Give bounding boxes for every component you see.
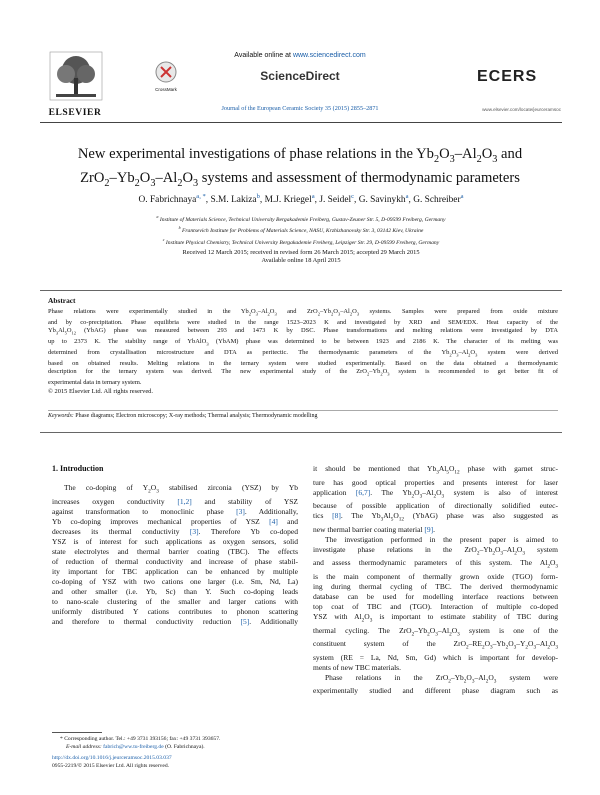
section-heading: 1. Introduction bbox=[52, 464, 104, 473]
journal-url[interactable]: www.elsevier.com/locate/jeurceramsoc bbox=[482, 107, 561, 112]
body-line: ture has good optical properties and presents interest for laser bbox=[313, 477, 558, 487]
paper-title bbox=[30, 145, 570, 193]
author[interactable]: S.M. Lakiza$^b$ bbox=[210, 193, 260, 206]
crossmark-icon bbox=[150, 60, 182, 84]
title-line-2: $ZrO_2-Yb_2O_3-Al_2O_3$ systems and assessment of thermodynamic parameters bbox=[80, 169, 520, 189]
abstract bbox=[48, 296, 558, 396]
body-line: investigate phase relations in the $ZrO_2-Yb_2O_3-Al_2O_3$ system bbox=[313, 544, 558, 557]
footnote-rule bbox=[52, 732, 102, 733]
abstract-line: $Yb_3Al_5O_{12}$ (YbAG) phase was measured between 293 and 1473 K by DSC. Phase transformations and melting relations were investigated by DTA bbox=[48, 327, 558, 336]
body-line: thermal cycling. The $ZrO_2-Yb_2O_3-Al_2O_3$ system is one of the bbox=[313, 625, 558, 638]
body-line: top coat of TBC and (TGO). Interaction of multiple co-doped bbox=[313, 602, 558, 612]
corresponding-author: * Corresponding author. Tel.: +49 3731 393156; fax: +49 3731 393657. bbox=[60, 736, 221, 742]
ecers-logo: ECERS bbox=[477, 68, 538, 85]
affiliation: $^a$ Institute of Materials Science, Technical University Bergakademie Freiberg, Gustav-Zeuner Str. 5, D-09599 Freiberg, Germany bbox=[156, 215, 446, 223]
body-line: state electrolytes and thermal barrier coating (TBC). The effects bbox=[52, 546, 298, 556]
author-email-link[interactable]: fabrich@ww.tu-freiberg.de bbox=[103, 743, 164, 750]
body-line: to nano-scale clustering of the smaller and larger cations with bbox=[52, 597, 298, 607]
right-column bbox=[313, 464, 558, 696]
body-line: against transformation to monoclinic phase [3]. Additionally, bbox=[52, 506, 298, 516]
author[interactable]: O. Fabrichnaya$^{a, *}$ bbox=[138, 193, 206, 206]
intro-paragraph-left bbox=[52, 483, 298, 627]
affiliation: $^b$ Frantsevich Institute for Problems of Materials Science, NASU, Krzhizhanovsky Str. 3, 03142 Kiev, Ukraine bbox=[178, 226, 424, 235]
keywords-label: Keywords: bbox=[48, 413, 74, 419]
abstract-line: determined from crystallisation microstructure and DTA as peritectic. The thermodynamic parameters of the $Yb_2O_3-Al_2O_3$ system were derived bbox=[48, 349, 558, 358]
abstract-rule-top bbox=[40, 290, 562, 291]
body-line: Yb co-doping improves mechanical properties of YSZ [4] and bbox=[52, 516, 298, 526]
body-line: it should be mentioned that $Yb_3Al_5O_{12}$ phase with garnet struc- bbox=[313, 464, 558, 476]
keywords-text: Phase diagrams; Electron microscopy; X-ray methods; Thermal analysis; Thermodynamic modelling bbox=[75, 413, 318, 419]
abstract-line: based on obtained results. Melting relations in the ternary system were studied experimentally. Based on the data obtained a thermodynamic bbox=[48, 359, 558, 367]
body-line: ing during thermal cycling of TBC. The derived thermodynamic bbox=[313, 581, 558, 591]
body-line: ments of new TBC materials. bbox=[313, 662, 401, 672]
crossmark-badge[interactable]: CrossMark bbox=[150, 60, 182, 90]
body-line: new thermal barrier coating material [9]. bbox=[313, 524, 436, 534]
copyright: © 2015 Elsevier Ltd. All rights reserved. bbox=[48, 387, 154, 395]
affiliation: $^c$ Institute Physical Chemistry, Technical University Bergakademie Freiberg, Leipziger Str. 29, D-09599 Freiberg, Germany bbox=[162, 237, 440, 246]
body-line: YSZ with $Al_2O_3$ is important to estimate stability of TBC during bbox=[313, 612, 558, 624]
dates bbox=[40, 249, 562, 266]
keywords-rule-top bbox=[48, 410, 558, 411]
body-line: experimentally studied and different phase diagram such as bbox=[313, 686, 558, 696]
footnote bbox=[60, 736, 300, 751]
body-line: ity important for TBC application can be enhanced by multiple bbox=[52, 566, 298, 576]
available-online: Available online at www.sciencedirect.com bbox=[234, 52, 366, 59]
body-line: uniformly distributed Y cations contributes to phonon scattering bbox=[52, 607, 298, 617]
body-line: The co-doping of $Y_2O_3$ stabilised zirconia (YSZ) by Yb bbox=[64, 483, 298, 495]
body-line: tics [8]. The $Yb_3Al_5O_{12}$ (YbAG) phase was also suggested as bbox=[313, 511, 558, 523]
doi-link[interactable]: http://dx.doi.org/10.1016/j.jeurceramsoc.2015.03.037 bbox=[52, 755, 172, 761]
body-line: is the main component of thermally grown oxide (TGO) form- bbox=[313, 571, 558, 581]
body-line: of reduction of thermal conductivity and increase of phase stabil- bbox=[52, 556, 298, 566]
available-online-date: Available online 18 April 2015 bbox=[261, 257, 341, 265]
abstract-heading: Abstract bbox=[48, 296, 76, 305]
body-line: decreases its thermal conductivity [3]. Therefore Yb co-doped bbox=[52, 526, 299, 536]
intro-paragraph-right bbox=[313, 464, 558, 696]
affiliations bbox=[40, 213, 562, 247]
body-line: co-doping of YSZ with two cations one larger (i.e. Sm, Nd, La) bbox=[52, 576, 298, 586]
issn-copyright: 0955-2219/© 2015 Elsevier Ltd. All rights reserved. bbox=[52, 762, 170, 769]
body-line: because of possible application of directionally solidified eutec- bbox=[313, 501, 558, 511]
keywords bbox=[48, 413, 558, 419]
sciencedirect-title: ScienceDirect bbox=[260, 69, 340, 83]
body-line: The investigation performed in the present paper is aimed to bbox=[325, 534, 558, 544]
elsevier-tree-icon bbox=[40, 50, 110, 102]
body-line: and other smaller (i.e. Yb, Sc) than Y. Such co-doping leads bbox=[52, 586, 298, 596]
body-line: and therefore to thermal conductivity reduction [5]. Additionally bbox=[52, 617, 299, 627]
body-line: YSZ is of interest for such applications as oxygen sensors, solid bbox=[52, 536, 298, 546]
abstract-rule-bottom bbox=[40, 432, 562, 433]
received-dates: Received 12 March 2015; received in revised form 26 March 2015; accepted 29 March 2015 bbox=[182, 249, 420, 256]
body-line: database can be used for modelling interface reactions between bbox=[313, 592, 558, 602]
abstract-text bbox=[48, 308, 558, 396]
sciencedirect-link[interactable]: www.sciencedirect.com bbox=[292, 52, 366, 59]
email-line: E-mail address: fabrich@ww.tu-freiberg.de (O. Fabrichnaya). bbox=[66, 743, 205, 750]
elsevier-wordmark: ELSEVIER bbox=[48, 108, 102, 118]
abstract-line: experimental data in ternary system. bbox=[48, 379, 142, 387]
abstract-line: Phase relations were experimentally studied in the $Yb_2O_3-Al_2O_3$ and $ZrO_2-Yb_2O_3-Al_2O_3$ systems. Samples were prepared from oxide mixture bbox=[48, 308, 558, 317]
elsevier-logo bbox=[40, 50, 110, 118]
author[interactable]: M.J. Kriegel$^a$ bbox=[264, 193, 315, 206]
left-column bbox=[52, 464, 298, 627]
journal-reference: Journal of the European Ceramic Society 35 (2015) 2855–2871 bbox=[221, 105, 379, 112]
header-rule bbox=[40, 122, 562, 123]
body-line: and assess thermodynamic parameters of this system. The $Al_2O_3$ bbox=[313, 558, 558, 570]
body-line: increases oxygen conductivity [1,2] and stability of YSZ bbox=[52, 496, 298, 506]
author[interactable]: J. Seidel$^c$ bbox=[319, 193, 355, 206]
author-list: O. Fabrichnaya$^{a, *}$, S.M. Lakiza$^b$, M.J. Kriegel$^a$, J. Seidel$^c$, G. Savinykh$^a$, G. Schreiber$^a$ bbox=[138, 193, 464, 206]
body-line: application [6,7]. The $Yb_2O_3-Al_2O_3$ system is also of interest bbox=[313, 487, 558, 500]
body-line: system (RE = La, Nd, Sm, Gd) which is important for develop- bbox=[313, 652, 558, 662]
body-line: Phase relations in the $ZrO_2-Yb_2O_3-Al_2O_3$ system were bbox=[325, 672, 558, 685]
footer bbox=[52, 755, 352, 770]
abstract-line: up to 2373 K. The stability range of YbAlO$_3$ (YbAM) phase was determined to be between 1923 and 2186 K. The character of its melting was bbox=[48, 338, 558, 347]
abstract-line: and by co-precipitation. Phase equilibria were studied in the range 1523–2023 K and investigated by XRD and SEM/EDX. Heat capacity of the bbox=[48, 318, 558, 326]
body-line: constituent system of the $ZrO_2-RE_2O_3-Yb_2O_3-Y_2O_3-Al_2O_3$ bbox=[313, 639, 558, 651]
author[interactable]: G. Schreiber$^a$ bbox=[413, 193, 464, 206]
abstract-line: description for the ternary system was derived. The new experimental study of the $ZrO_2-Yb_2O_3$ system is recommended to get better fit of bbox=[48, 368, 558, 377]
author[interactable]: G. Savinykh$^a$ bbox=[358, 193, 409, 206]
title-line-1: New experimental investigations of phase relations in the $Yb_2O_3-Al_2O_3$ and bbox=[77, 146, 523, 165]
